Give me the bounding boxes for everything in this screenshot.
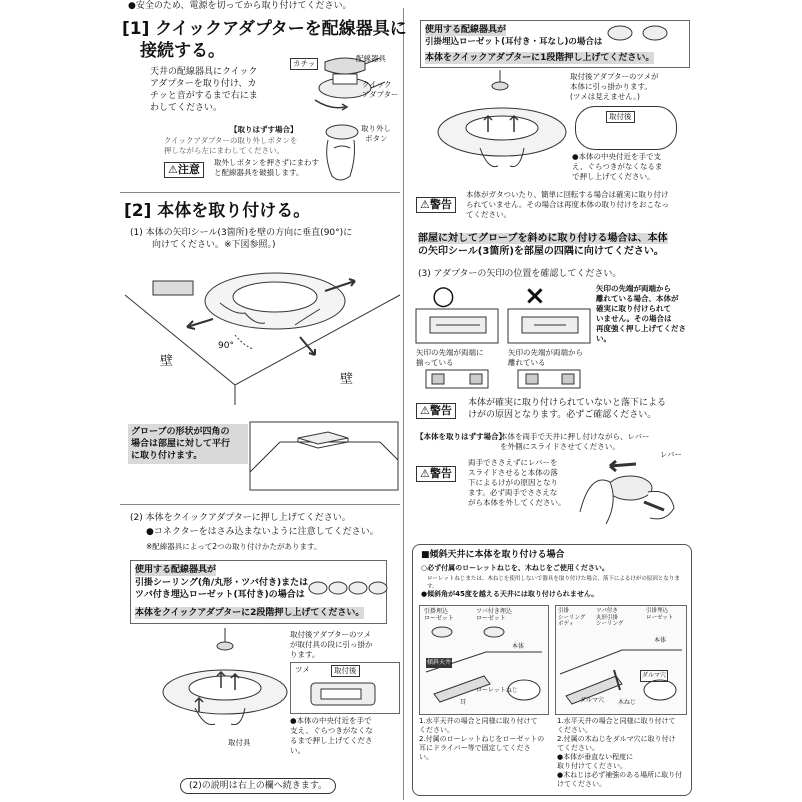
room-illustration [125,255,400,405]
sec1-removal-title: 【取りはずす場合】 [230,125,298,134]
sec2-step2-note1: ●コネクターをはさみ込まないように注意してください。 [146,527,379,537]
sec1-caution-body: 取外しボタンを押さずにまわす と配線器具を破損します。 [214,158,319,177]
support-b: ●本体の中央付近を手で支 え、ぐらつきがなくなるま で押し上げてください。 [572,152,663,181]
label-quick-1: クイック [362,80,392,89]
label-katchi: カチッ [290,58,318,70]
angle-label: 90° [218,341,234,351]
sec1-caution [164,158,204,178]
lever-hands-illustration [570,452,680,532]
sec2-step1b: 向けてください。※下図参照。) [152,240,276,250]
top-note: ●安全のため、電源を切ってから取り付けてください。 [128,1,352,11]
removal-body-r: 本体を両手で天井に押し付けながら、レバー を外側にスライドさせてください。 [500,432,650,451]
after-a-text: 取付後アダプターのツメ が取付具の段に引っ掛か ります。 [290,630,373,659]
ok-label: 矢印の先端が両端に 揃っている [416,348,484,367]
sec1-title-2: 接続する。 [140,41,225,61]
warn-3-text: 両手でささえずにレバーを スライドさせると本体の落 下によるけがの原因となり ます。必ず両手でささえな がら本体を外してください。 [468,458,566,507]
ok-symbol: ○ [432,281,455,311]
wall-label-2: 壁 [340,372,354,387]
warn-3-badge-wrap [416,462,456,482]
label-toritsukegu: 取付具 [228,738,251,747]
wiring-box-b: 使用する配線器具が 引掛埋込ローゼット(耳付き・耳なし)の場合は 本体をクイックアダプターに1段階押し上げてください。 [420,20,690,68]
lever-label: レバー [660,450,682,459]
label-remove-1: 取り外し [361,124,391,133]
warn-1-badge-wrap [416,193,456,213]
warning-badge: ⚠警告 [416,403,456,419]
slope-box: ■傾斜天井に本体を取り付ける場合 ○必ず付属のローレットねじを、木ねじをご使用ください。 ローレットねじまたは、木ねじを使用しないで器具を取り付けた場合、落下によるけがの原因となります。 ●傾斜角が45度を越える天井には取り付けられません。 引掛埋込 ローゼット ツバ付き埋込 ローゼット 本体 傾斜天井 ローレットねじ 耳 引掛 シーリング ボディ ツバ付き 丸形引掛 シーリング 引掛埋込 ローゼット 本体 ダルマ穴 ダルマ穴 木ねじ 1.水平天井の場合と同様に取り付けて ください。 2.付属のローレットねじをローゼットの 耳にドライバー等で固定してくださ い。 1.水平天井の場合と同様に取り付けて ください。 2.付属の木ねじをダルマ穴に取り付け てください。 ●本体が垂直ない程度に 取り付けてください。 ●木ねじは必ず補強のある場所に取り付 けてください。 [412,544,692,796]
slope-left-steps: 1.水平天井の場合と同様に取り付けて ください。 2.付属のローレットねじをローゼットの 耳にドライバー等で固定してくださ い。 [419,717,545,761]
sec-divider-2 [120,504,400,505]
step3: (3) アダプターの矢印の位置を確認してください。 [418,269,622,279]
label-quick-2: アダプター [362,90,399,99]
sec2-step2: (2) 本体をクイックアダプターに押し上げてください。 [130,513,351,523]
removal-title-r: 【本体を取りはずす場合】 [416,432,506,441]
continue-note: (2)の説明は右上の欄へ続きます。 [180,778,336,794]
warning-badge: ⚠警告 [416,197,456,213]
support-a: ●本体の中央付近を手で 支え、ぐらつきがなくな るまで押し上げてくださ い。 [290,716,373,755]
sec1-body: 天井の配線器具にクイック アダプターを取り付け、カ チッと音がするまで右にま わしてください。 [150,67,258,113]
square-note: グローブの形状が四角の 場合は部屋に対して平行 に取り付けます。 [128,424,248,464]
warn-2-badge-wrap [416,399,456,419]
ng-label: 矢印の先端が両端から 離れている [508,348,583,367]
ng-note: 矢印の先端が両端から 離れている場合、本体が 確実に取り付けられて いません。その場合は 再度強く押し上げてくださ い。 [596,284,686,343]
label-wiring: 配線器具 [356,54,386,63]
wiring-box-a: 使用する配線器具が 引掛シーリング(角/丸形・ツバ付き)または ツバ付き埋込ローゼット(耳付き)の場合は 本体をクイックアダプターに2段階押し上げてください。 [130,560,387,624]
arrow-closeup [416,368,591,390]
sec1-removal-body: クイックアダプターの取り外しボタンを 押しながら左にまわしてください。 [164,136,298,155]
sec2-title: [2] 本体を取り付ける。 [124,201,311,221]
after-b-text: 取付後アダプターのツメが 本体に引っ掛かります。 (ツメは見えません。) [570,72,659,101]
sec1-title-1: [1] クイックアダプターを配線器具に [122,19,407,39]
sec-divider-1 [120,192,400,193]
wall-label-1: 壁 [160,354,174,369]
zoom-b: 取付後 [575,106,677,150]
removal-hand-illustration [320,118,365,188]
diagonal-note: 部屋に対してグローブを斜めに取り付ける場合は、本体 の矢印シール(3箇所)を部屋の四隅に向けてください。 [418,233,668,257]
sec2-step1: (1) 本体の矢印シール(3箇所)を壁の方向に垂直(90°)に [130,228,353,238]
warning-badge: ⚠警告 [416,466,456,482]
boxB-fixture-icons [605,24,675,42]
lamp-push-illustration-b [440,70,570,180]
slope-right-panel: 引掛 シーリング ボディ ツバ付き 丸形引掛 シーリング 引掛埋込 ローゼット 本体 ダルマ穴 ダルマ穴 木ねじ [555,605,687,715]
ng-symbol: × [524,281,546,311]
square-glove-illustration [250,422,400,492]
column-divider [403,8,404,800]
slope-right-steps: 1.水平天井の場合と同様に取り付けて ください。 2.付属の木ねじをダルマ穴に取り付け てください。 ●本体が垂直ない程度に 取り付けてください。 ●木ねじは必ず補強のある場所に取り付 けてください。 [557,717,683,788]
lamp-push-illustration-a [165,628,295,748]
zoom-a: ツメ 取付後 [290,662,400,714]
warn-1-text: 本体がガタついたり、簡単に回転する場合は確実に取り付け られていません。その場合は再度本体の取り付けをおこなっ てください。 [466,190,669,219]
adapter-arrow-illustration [416,305,591,345]
caution-badge: ⚠注意 [164,162,204,178]
label-remove-2: ボタン [365,134,388,143]
boxA-fixture-icons [308,578,386,598]
slope-left-panel: 引掛埋込 ローゼット ツバ付き埋込 ローゼット 本体 傾斜天井 ローレットねじ 耳 [419,605,549,715]
warn-2-text: 本体が確実に取り付けられていないと落下による けがの原因となります。必ずご確認ください。 [468,398,667,420]
sec2-step2-note2: ※配線器具によって2つの取り付けかたがあります。 [146,542,322,551]
